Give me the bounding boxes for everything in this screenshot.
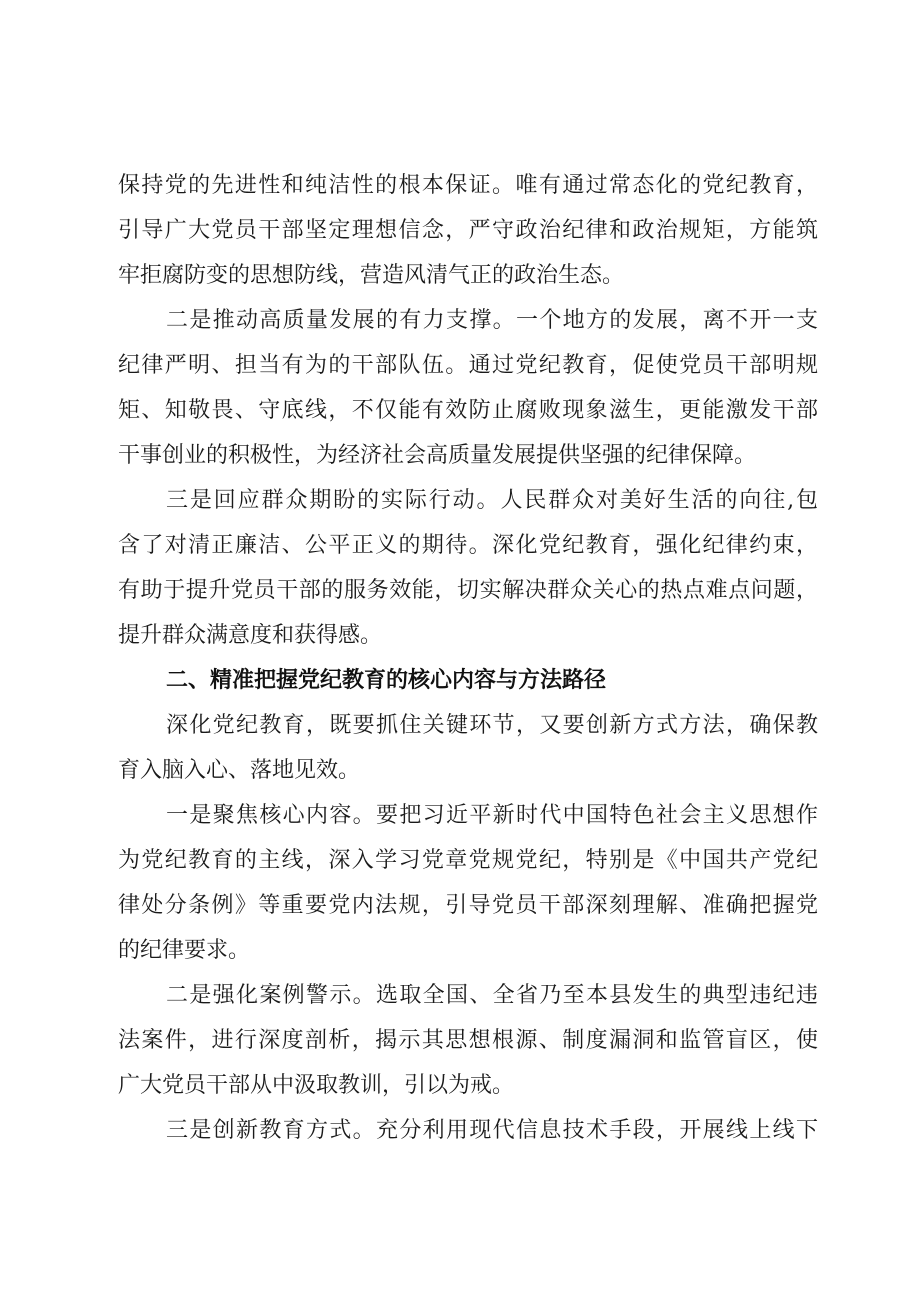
text-line: 为党纪教育的主线，深入学习党章党规党纪，特别是《中国共产党纪 [118, 848, 818, 873]
text-line: 广大党员干部从中汲取教训，引以为戒。 [118, 1073, 515, 1098]
text-line: 含了对清正廉洁、公平正义的期待。深化党纪教育，强化纪律约束， [118, 533, 818, 558]
document-body [118, 163, 818, 1153]
text-line: 牢拒腐防变的思想防线，营造风清气正的政治生态。 [118, 263, 625, 288]
text-line: 深化党纪教育，既要抓住关键环节，又要创新方式方法，确保教 [166, 713, 818, 738]
text-line: 矩、知敬畏、守底线，不仅能有效防止腐败现象滋生，更能激发干部 [118, 398, 818, 423]
paragraph-party-purity [118, 163, 818, 298]
paragraph-core-content [118, 793, 818, 973]
text-line: 一是聚焦核心内容。要把习近平新时代中国特色社会主义思想作 [166, 803, 818, 828]
text-line: 育入脑入心、落地见效。 [118, 758, 361, 783]
paragraph-high-quality-development [118, 298, 818, 478]
text-line: 二是强化案例警示。选取全国、全省乃至本县发生的典型违纪违 [166, 983, 818, 1008]
text-line: 三是回应群众期盼的实际行动。人民群众对美好生活的向往,包 [166, 488, 818, 513]
text-line: 法案件，进行深度剖析，揭示其思想根源、制度漏洞和监管盲区，使 [118, 1028, 818, 1053]
paragraph-public-expectations [118, 478, 818, 658]
text-line: 三是创新教育方式。充分利用现代信息技术手段，开展线上线下 [166, 1118, 818, 1143]
section-heading: 二、精准把握党纪教育的核心内容与方法路径 [166, 668, 607, 693]
text-line: 的纪律要求。 [118, 938, 251, 963]
text-line: 二是推动高质量发展的有力支撑。一个地方的发展，离不开一支 [166, 308, 818, 333]
text-line: 律处分条例》等重要党内法规，引导党员干部深刻理解、准确把握党 [118, 893, 818, 918]
paragraph-innovative-methods [118, 1108, 818, 1153]
text-line: 有助于提升党员干部的服务效能，切实解决群众关心的热点难点问题， [118, 578, 818, 603]
text-line: 纪律严明、担当有为的干部队伍。通过党纪教育，促使党员干部明规 [118, 353, 818, 378]
paragraph-intro-methods [118, 703, 818, 793]
text-line: 保持党的先进性和纯洁性的根本保证。唯有通过常态化的党纪教育， [118, 173, 818, 198]
text-line: 提升群众满意度和获得感。 [118, 623, 383, 648]
paragraph-case-warning [118, 973, 818, 1108]
text-line: 干事创业的积极性，为经济社会高质量发展提供坚强的纪律保障。 [118, 443, 757, 468]
text-line: 引导广大党员干部坚定理想信念，严守政治纪律和政治规矩，方能筑 [118, 218, 818, 243]
